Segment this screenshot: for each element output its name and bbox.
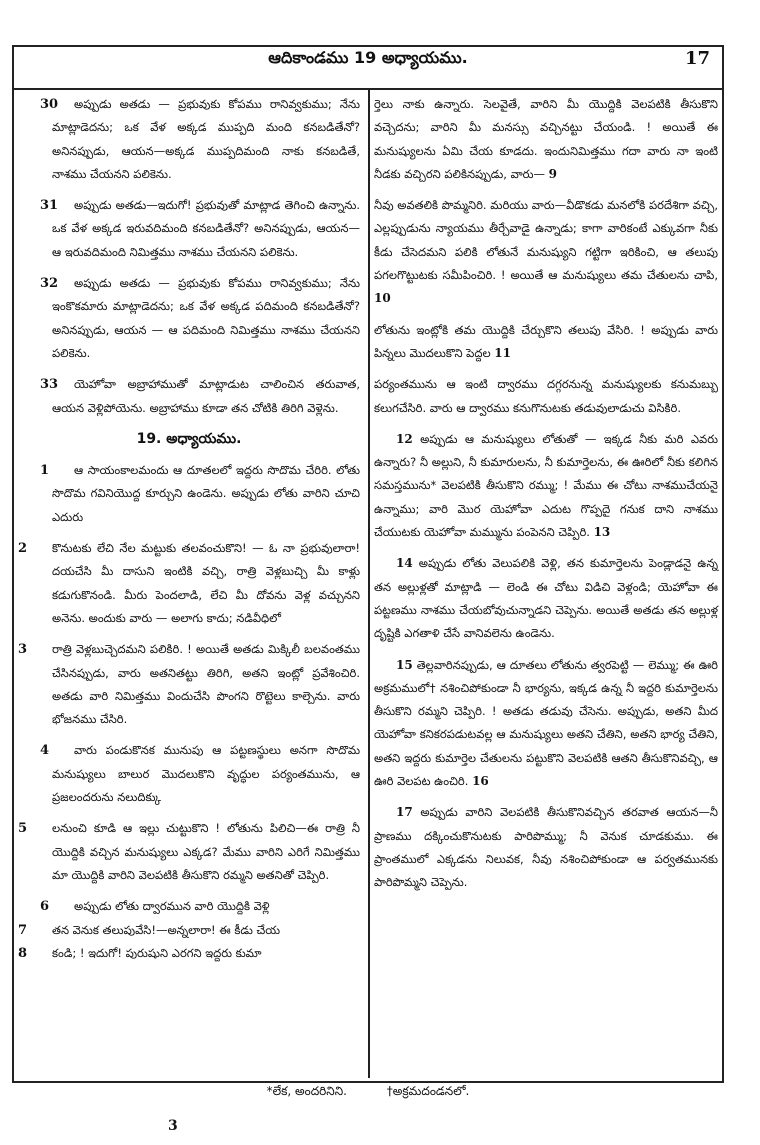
footnotes — [12, 1084, 724, 1101]
verse-text: అప్పుడు అతడు — ప్రభువుకు కోపము రానివ్వకుము; నేను మాట్లాడెదను; ఒక వేళ అక్కడ ముప్పది మంది కనబడితేనో? అనినప్పుడు, ఆయన—అక్కడ ముప్పదిమంది నాకు కనబడితే, నాశము చేయనని పలికెను. — [52, 97, 360, 181]
verse-paragraph — [18, 373, 360, 420]
footnote-a: *లేక, అందరినిని. — [266, 1084, 347, 1098]
verse-number: 4 — [40, 743, 50, 759]
verse-paragraph — [18, 194, 360, 264]
verse-text: తన వెనుక తలుపువేసి!—అన్నలారా! ఈ కీడు చేయ — [52, 922, 281, 937]
margin-verse-number: 15 — [396, 657, 413, 672]
verse-text: ఆ సాయంకాలమందు ఆ దూతలలో ఇద్దరు సొదొమ చేరిరి. లోతు సొదొమ గవినియొద్ద కూర్చుని ఉండెను. అప్పుడు లోతు వారిని చూచి ఎదురు — [52, 463, 360, 524]
verse-paragraph — [18, 895, 360, 918]
page-number: 17 — [684, 48, 710, 69]
verse-text: కొనుటకు లేచి నేల మట్టుకు తలవంచుకొని! — ఓ నా ప్రభువులారా! దయచేసి మీ దాసుని ఇంటికి వచ్చి, రాత్రి వెళ్లబుచ్చి మీ కాళ్లు కడుగుకొనండి. మీరు పెందలాడి, లేచి మీ దోవను వెళ్ల వచ్చునని అనెను. అందుకు వారు — అలాగు కాదు; నడివీధిలో — [52, 541, 360, 625]
margin-verse-number: 14 — [396, 556, 413, 571]
verse-paragraph — [374, 93, 718, 186]
margin-verse-number: 16 — [472, 774, 489, 789]
column-divider — [368, 90, 370, 1078]
verse-paragraph — [374, 801, 718, 894]
right-column — [374, 93, 718, 903]
verse-paragraph — [374, 428, 718, 544]
verse-text: అప్పుడు లోతు వెలుపలికి వెళ్లి, తన కుమార్తెలను పెండ్లాడనై ఉన్న తన అల్లుళ్లతో మాట్లాడి — లెండి ఈ చోటు విడిచి వెళ్లండి; యెహోవా ఈ పట్టణము నాశము చేయబోవుచున్నాడని చెప్పెను. అయితే అతడు తన అల్లుళ్ల దృష్టికి ఎగతాళి చేసే వానివలెను ఉండెను. — [374, 556, 718, 641]
verse-text: లనుంచి కూడి ఆ ఇల్లు చుట్టుకొని ! లోతును పిలిచి—ఈ రాత్రి నీ యొద్దికి వచ్చిన మనుష్యులు ఎక్కడ? మేము వారిని ఎరిగే నిమిత్తము మా యొద్దికి వారిని వెలపటికి తీసుకొని రమ్మని అతనితో చెప్పిరి. — [52, 821, 360, 882]
verse-paragraph — [18, 537, 360, 630]
verse-number: 32 — [40, 276, 59, 292]
verse-number: 3 — [18, 642, 28, 658]
verse-paragraph — [18, 459, 360, 529]
verse-number: 1 — [40, 463, 50, 479]
left-column — [18, 93, 360, 973]
margin-verse-number: 10 — [374, 291, 391, 306]
margin-verse-number: 13 — [593, 525, 611, 540]
verse-text: తెల్లవారినప్పుడు, ఆ దూతలు లోతును త్వరపెట్టి — లెమ్ము; ఈ ఊరి అక్రమములో† నశించిపోకుండా నీ భార్యను, ఇక్కడ ఉన్న నీ ఇద్దరి కుమార్తెలను తీసుకొని రమ్మని చెప్పిరి. ! అతడు తడువు చేసెను. అప్పుడు, అతని మీద యెహోవా కనికరపడుటవల్ల ఆ మనుష్యులు అతని చేతిని, అతని భార్య చేతిని, అతని ఇద్దరు కుమార్తెల చేతులను పట్టుకొని వెలపటికి ఆతని తీసుకొనివచ్చి, ఆ ఊరి వెలపట ఉంచిరి. — [374, 657, 718, 789]
verse-paragraph — [18, 272, 360, 365]
verse-paragraph — [374, 194, 718, 310]
margin-verse-number: 17 — [396, 805, 413, 820]
verse-text: అప్పుడు ఆ మనుష్యులు లోతుతో — ఇక్కడ నీకు మరి ఎవరు ఉన్నారు? నీ అల్లుని, నీ కుమారులను, నీ కుమార్తెలను, ఈ ఊరిలో నీకు కలిగిన సమస్తమును* వెలపటికి తీసుకొని రమ్ము; ! మేము ఈ చోటు నాశముచేయనై ఉన్నాము; వారి మొర యెహోవా ఎదుట గొప్పదై గనుక దాని నాశము చేయుటకు యెహోవా మమ్మును పంపెనని చెప్పిరి. — [374, 431, 718, 540]
verse-paragraph — [374, 373, 718, 420]
verse-number: 7 — [18, 922, 28, 938]
verse-text: అప్పుడు అతడు—ఇదుగో! ప్రభువుతో మాట్లాడ తెగించి ఉన్నాను. ఒక వేళ అక్కడ ఇరువదిమంది కనబడితేనో? అనినప్పుడు, ఆయన—ఆ ఇరువదిమంది నిమిత్తము నాశము చేయనని పలికెను. — [52, 198, 360, 259]
verse-text: నీవు అవతలికి పొమ్మనిరి. మరియు వారు—వీడొకడు మనలోకి పరదేశిగా వచ్చి, ఎల్లప్పుడును న్యాయము తీర్చేవాడై ఉన్నాడు; కాగా వారికంటే ఎక్కువగా నీకు కీడు చేసెదమని పలికి లోతునే మనుష్యుని గట్టిగా ఇరికించి, ఆ తలుపు పగలగొట్టుటకు సమీపించిరి. ! అయితే ఆ మనుష్యులు తమ చేతులను చాపి, — [374, 198, 718, 283]
verse-paragraph — [18, 817, 360, 887]
verse-text: కండి; ! ఇదుగో! పురుషుని ఎరగని ఇద్దరు కుమా — [52, 945, 262, 960]
verse-number: 6 — [40, 899, 50, 915]
verse-text: అప్పుడు వారిని వెలపటికి తీసుకొనివచ్చిన తరవాత ఆయన—నీ ప్రాణము దక్కించుకొనుటకు పారిపొమ్ము; నీ వెనుక చూడకుము. ఈ ప్రాంతములో ఎక్కడను నిలువక, నీవు నశించిపోకుండా ఆ పర్వతమునకు పారిపొమ్మని చెప్పెను. — [374, 805, 719, 890]
verse-number: 2 — [18, 541, 28, 557]
page-header — [12, 44, 724, 74]
verse-paragraph — [374, 319, 718, 366]
verse-text: ర్తెలు నాకు ఉన్నారు. సెలవైతే, వారిని మీ యొద్దికి వెలపటికి తీసుకొని వచ్చెదను; వారిని మీ మనస్సు వచ్చినట్టు చేయండి. ! అయితే ఈ మనుష్యులను ఏమి చేయ కూడదు. ఇందునిమిత్తము గదా వారు నా ఇంటి నీడకు వచ్చిరని పలికినప్పుడు, వారు— — [374, 97, 718, 181]
verse-number: 30 — [40, 97, 59, 112]
verse-number: 33 — [40, 377, 59, 393]
verse-paragraph — [18, 942, 360, 965]
margin-verse-number: 12 — [396, 431, 413, 446]
verse-text: అప్పుడు అతడు — ప్రభువుకు కోపము రానివ్వకుము; నేను ఇంకొకమారు మాట్లాడెదను; ఒక వేళ అక్కడ పదిమంది కనబడితేనో? అనినప్పుడు, ఆయన — ఆ పదిమంది నిమిత్తము నాశము చేయనని పలికెను. — [52, 276, 360, 360]
margin-verse-number: 11 — [494, 345, 511, 360]
page-title: ఆదికాండము 19 అధ్యాయము. — [268, 48, 468, 67]
verse-text: యెహోవా అబ్రాహాముతో మాట్లాడుట చాలించిన తరువాత, ఆయన వెళ్లిపోయెను. అబ్రాహాము కూడా తన చోటికి తిరిగి వెళ్లెను. — [52, 377, 360, 415]
signature-mark: 3 — [168, 1118, 178, 1134]
verse-paragraph — [18, 739, 360, 809]
verse-number: 31 — [40, 198, 59, 214]
verse-number: 8 — [18, 945, 28, 961]
verse-text: రాత్రి వెళ్లబుచ్చెదమని పలికిరి. ! అయితే అతడు మిక్కిలీ బలవంతము చేసినప్పుడు, వారు అతనితట్టు తిరిగి, అతని ఇంట్లో ప్రవేశించిరి. అతడు వారి నిమిత్తము విందుచేసి పొంగని రొట్టెలు కాల్చెను. వారు భోజనము చేసిరి. — [52, 642, 360, 727]
verse-text: వారు పండుకొనక మునుపు ఆ పట్టణస్థులు అనగా సొదొమ మనుష్యులు బాలుర మొదలుకొని వృద్ధుల పర్యంతమును, ఆ ప్రజలందరును నలుదిక్కు — [52, 743, 360, 805]
verse-text: పర్యంతమును ఆ ఇంటి ద్వారము దగ్గరనున్న మనుష్యులకు కనుమబ్బు కలుగచేసిరి. వారు ఆ ద్వారము కనుగొనుటకు తడువులాడుచు విసికిరి. — [374, 377, 718, 415]
verse-number: 5 — [18, 821, 28, 837]
margin-verse-number: 9 — [548, 166, 557, 181]
verse-paragraph — [18, 93, 360, 186]
verse-paragraph — [374, 552, 718, 645]
footnote-b: †అక్రమదండనలో. — [386, 1084, 470, 1098]
verse-paragraph — [374, 654, 718, 794]
verse-paragraph — [18, 919, 360, 942]
verse-paragraph — [18, 638, 360, 731]
verse-text: అప్పుడు లోతు ద్వారమున వారి యొద్దికి వెళ్లి — [74, 899, 270, 914]
chapter-heading: 19. అధ్యాయము. — [136, 430, 242, 447]
verse-text: లోతును ఇంట్లోకి తమ యొద్దికి చేర్చుకొని తలుపు వేసిరి. ! అప్పుడు వారు పిన్నలు మొదలుకొని పెద్దల — [374, 322, 718, 360]
